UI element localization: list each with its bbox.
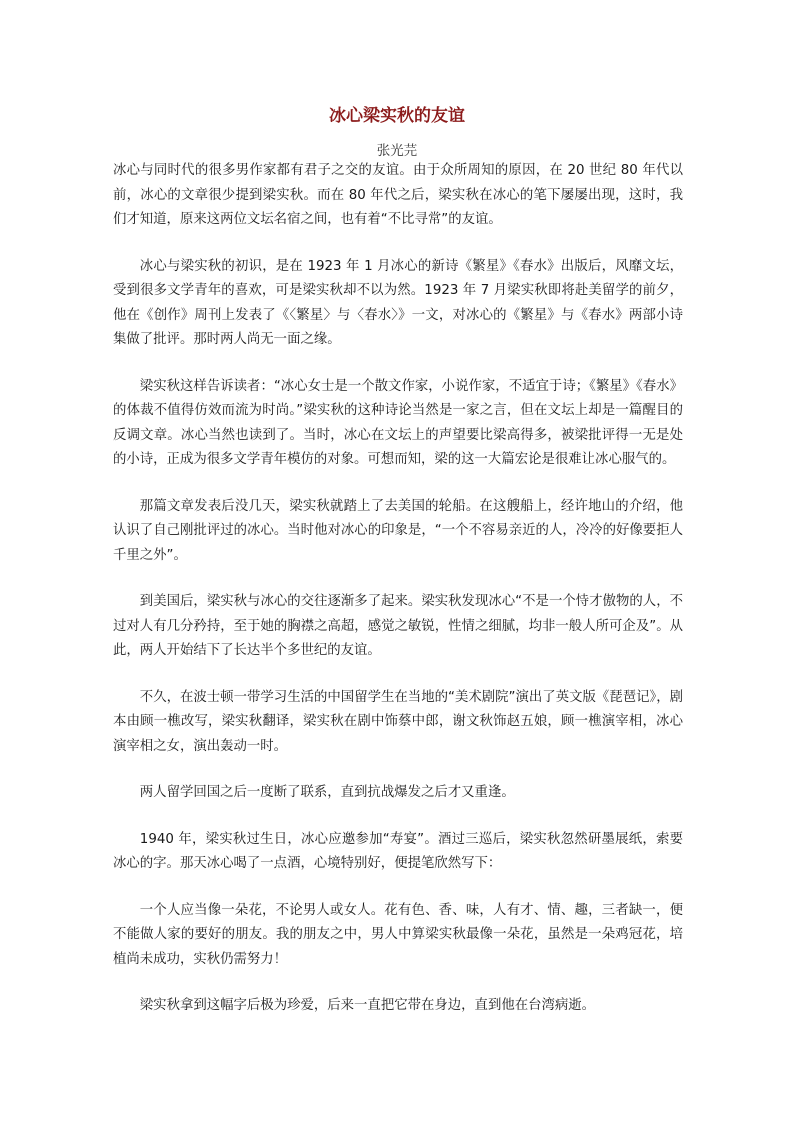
paragraph: 冰心与同时代的很多男作家都有君子之交的友谊。由于众所周知的原因，在 20 世纪 80 年代以前，冰心的文章很少提到梁实秋。而在 80 年代之后，梁实秋在冰心的笔下屡屡出现，这时，我们才知道，原来这两位文坛名宿之间，也有着“不比寻常”的友谊。 [113,163,683,227]
paragraph: 梁实秋这样告诉读者：“冰心女士是一个散文作家，小说作家，不适宜于诗；《繁星》《春水》的体裁不值得仿效而流为时尚。”梁实秋的这种诗论当然是一家之言，但在文坛上却是一篇醒目的反调文章。冰心当然也读到了。当时，冰心在文坛上的声望要比梁高得多，被梁批评得一无是处的小诗，正成为很多文学青年模仿的对象。可想而知，梁的这一大篇宏论是很难让冰心服气的。 [113,378,683,467]
article-title: 冰心梁实秋的友谊 [329,106,465,126]
paragraph: 冰心与梁实秋的初识，是在 1923 年 1 月冰心的新诗《繁星》《春水》出版后，风靡文坛，受到很多文学青年的喜欢，可是梁实秋却不以为然。1923 年 7 月梁实秋即将赴美留学的前夕，他在《创作》周刊上发表了《〈繁星〉与〈春水〉》一文，对冰心的《繁星》与《春水》两部小诗集做了批评。那时两人尚无一面之缘。 [113,258,683,347]
paragraph: 不久，在波士顿一带学习生活的中国留学生在当地的“美术剧院”演出了英文版《琵琶记》，剧本由顾一樵改写，梁实秋翻译，梁实秋在剧中饰蔡中郎，谢文秋饰赵五娘，顾一樵演宰相，冰心演宰相之女，演出轰动一时。 [113,689,683,754]
paragraph: 一个人应当像一朵花，不论男人或女人。花有色、香、味，人有才、情、趣，三者缺一，便不能做人家的要好的朋友。我的朋友之中，男人中算梁实秋最像一朵花，虽然是一朵鸡冠花，培植尚未成功，实秋仍需努力！ [113,902,683,967]
paragraph: 两人留学回国之后一度断了联系，直到抗战爆发之后才又重逢。 [139,785,515,800]
paragraph: 那篇文章发表后没几天，梁实秋就踏上了去美国的轮船。在这艘船上，经许地山的介绍，他认识了自己刚批评过的冰心。当时他对冰心的印象是，“一个不容易亲近的人，冷冷的好像要拒人千里之外”。 [113,498,683,563]
article-body [113,159,683,1041]
paragraph: 梁实秋拿到这幅字后极为珍爱，后来一直把它带在身边，直到他在台湾病逝。 [139,998,596,1013]
paragraph: 到美国后，梁实秋与冰心的交往逐渐多了起来。梁实秋发现冰心“不是一个恃才傲物的人，不过对人有几分矜持，至于她的胸襟之高超，感觉之敏锐，性情之细腻，均非一般人所可企及”。从此，两人开始结下了长达半个多世纪的友谊。 [113,594,683,658]
article-author: 张光芫 [376,143,418,159]
paragraph: 1940 年，梁实秋过生日，冰心应邀参加“寿宴”。酒过三巡后，梁实秋忽然研墨展纸，索要冰心的字。那天冰心喝了一点酒，心境特别好，便提笔欣然写下： [113,831,683,871]
